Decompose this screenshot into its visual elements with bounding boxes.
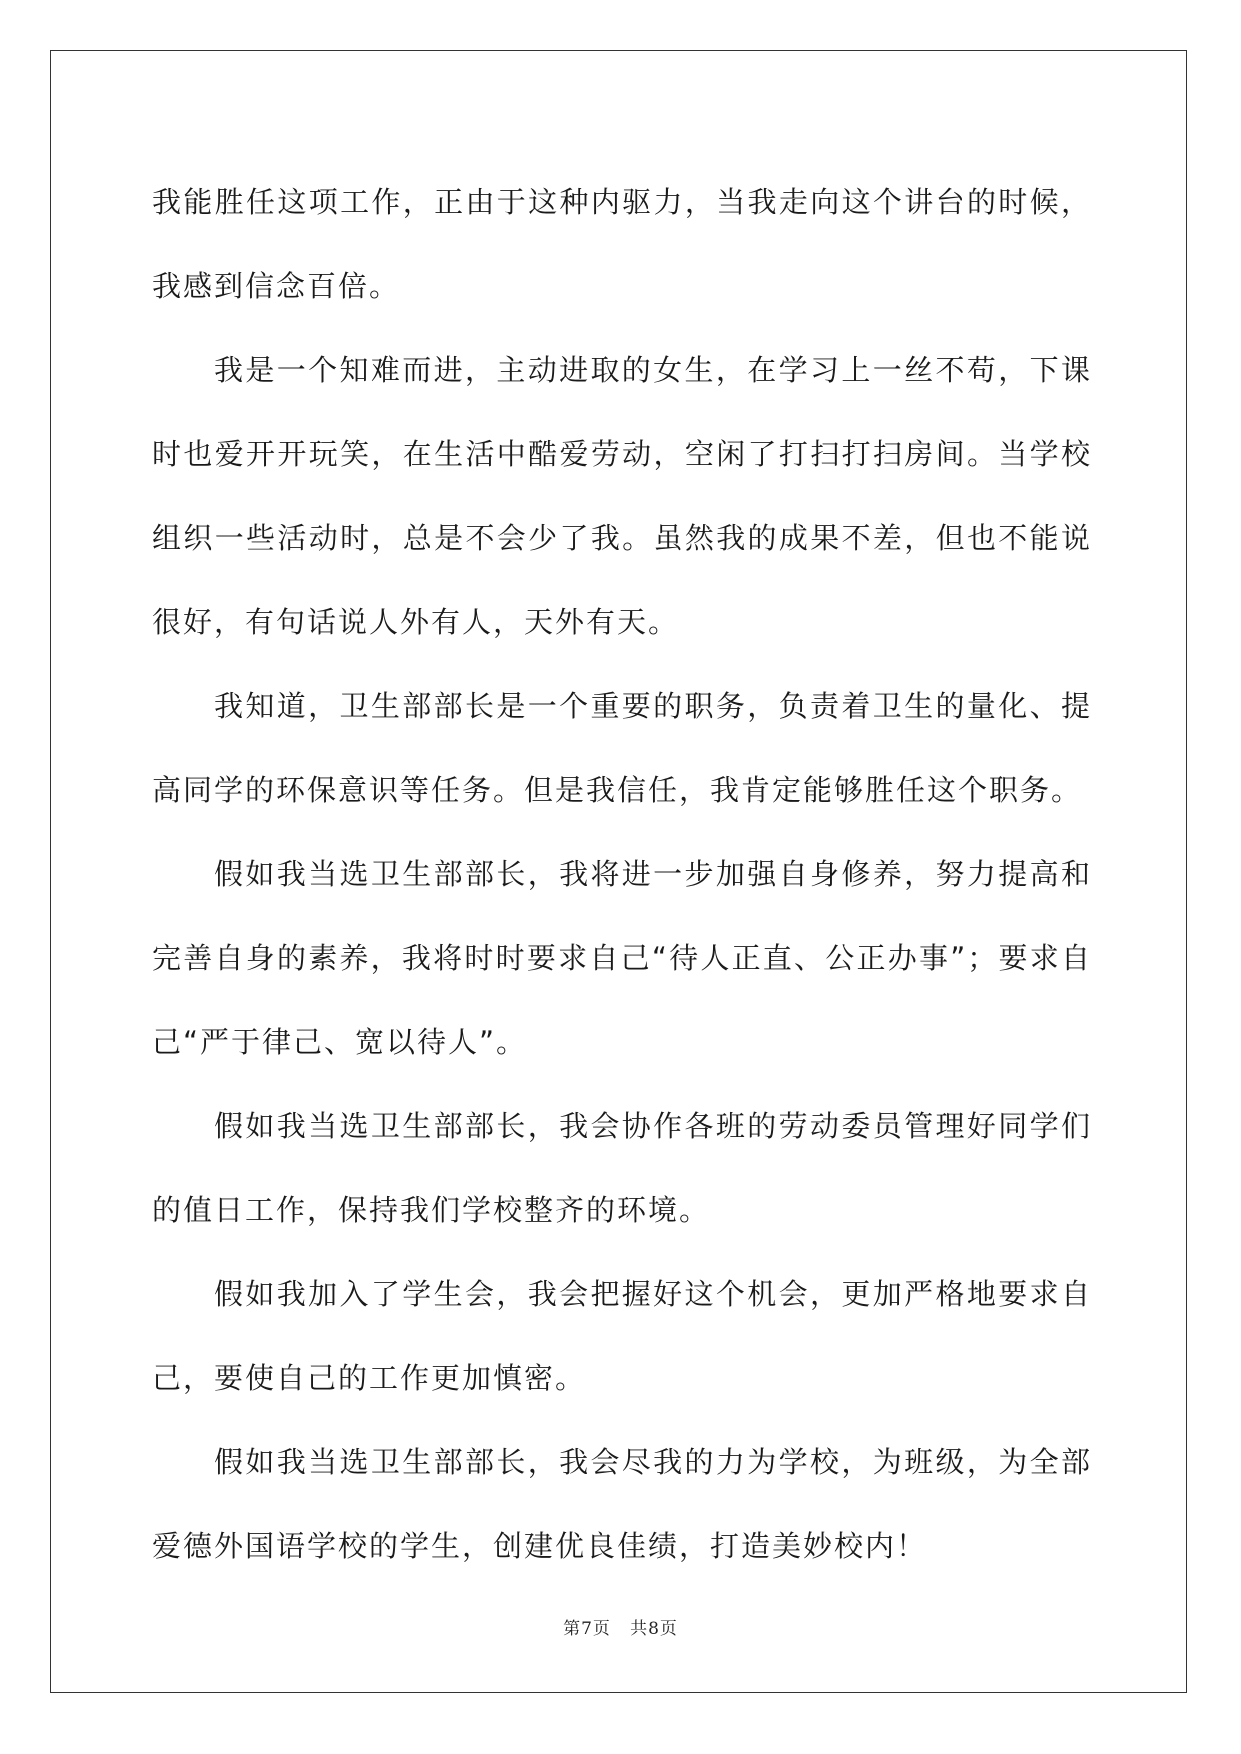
paragraph-3: 我知道，卫生部部长是一个重要的职务，负责着卫生的量化、提高同学的环保意识等任务。但是我信任，我肯定能够胜任这个职务。 <box>152 689 1092 807</box>
paragraph-5: 假如我当选卫生部部长，我会协作各班的劳动委员管理好同学们的值日工作，保持我们学校整齐的环境。 <box>152 1109 1092 1227</box>
page-number-label: 第7页 共8页 <box>563 1619 678 1639</box>
paragraph-7: 假如我当选卫生部部长，我会尽我的力为学校，为班级，为全部爱德外国语学校的学生，创建优良佳绩，打造美妙校内！ <box>152 1445 1092 1563</box>
paragraph-2: 我是一个知难而进，主动进取的女生，在学习上一丝不苟，下课时也爱开开玩笑，在生活中酷爱劳动，空闲了打扫打扫房间。当学校组织一些活动时，总是不会少了我。虽然我的成果不差，但也不能说很好，有句话说人外有人，天外有天。 <box>152 353 1092 639</box>
paragraph-6: 假如我加入了学生会，我会把握好这个机会，更加严格地要求自己，要使自己的工作更加慎密。 <box>152 1277 1092 1395</box>
paragraph-4: 假如我当选卫生部部长，我将进一步加强自身修养，努力提高和完善自身的素养，我将时时要求自己“待人正直、公正办事”；要求自己“严于律己、宽以待人”。 <box>152 857 1092 1059</box>
document-body <box>152 160 1092 1588</box>
paragraph-1: 我能胜任这项工作，正由于这种内驱力，当我走向这个讲台的时候，我感到信念百倍。 <box>152 185 1092 303</box>
page-footer <box>0 1614 1241 1639</box>
